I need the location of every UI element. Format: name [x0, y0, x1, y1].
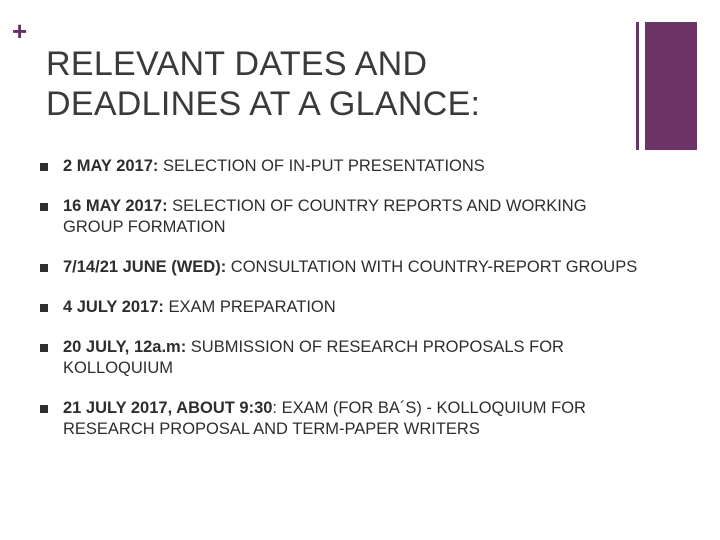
square-bullet-icon — [40, 163, 48, 171]
deadline-list — [40, 156, 640, 440]
deadline-date: 2 MAY 2017: — [63, 157, 159, 175]
square-bullet-icon — [40, 344, 48, 352]
deadline-description: : EXAM (FOR BA´S) - KOLLOQUIUM FOR RESEARCH PROPOSAL AND TERM-PAPER WRITERS — [63, 399, 586, 438]
square-bullet-icon — [40, 203, 48, 211]
deadline-description: CONSULTATION WITH COUNTRY-REPORT GROUPS — [226, 258, 638, 276]
slide-title: RELEVANT DATES AND DEADLINES AT A GLANCE: — [46, 45, 481, 123]
deadline-item — [40, 156, 640, 177]
deadline-item — [40, 196, 640, 238]
deadline-item — [40, 337, 640, 379]
deadline-date: 20 JULY, 12a.m: — [63, 338, 187, 356]
deadline-item — [40, 257, 640, 278]
deadline-date: 16 MAY 2017: — [63, 197, 168, 215]
plus-icon: + — [12, 16, 28, 46]
deadline-date: 7/14/21 JUNE (WED): — [63, 258, 227, 276]
deadline-item — [40, 398, 640, 440]
accent-bar-thick — [645, 22, 697, 150]
deadline-date: 4 JULY 2017: — [63, 298, 164, 316]
square-bullet-icon — [40, 405, 48, 413]
accent-bar-thin — [636, 22, 639, 150]
square-bullet-icon — [40, 264, 48, 272]
deadline-description: SELECTION OF IN-PUT PRESENTATIONS — [158, 157, 485, 175]
square-bullet-icon — [40, 304, 48, 312]
deadline-description: EXAM PREPARATION — [163, 298, 336, 316]
deadline-description: SELECTION OF COUNTRY REPORTS AND WORKING GROUP FORMATION — [63, 197, 587, 236]
deadline-date: 21 JULY 2017, ABOUT 9:30 — [63, 399, 273, 417]
deadline-description: SUBMISSION OF RESEARCH PROPOSALS FOR KOLLOQUIUM — [63, 338, 564, 377]
deadline-item — [40, 297, 640, 318]
